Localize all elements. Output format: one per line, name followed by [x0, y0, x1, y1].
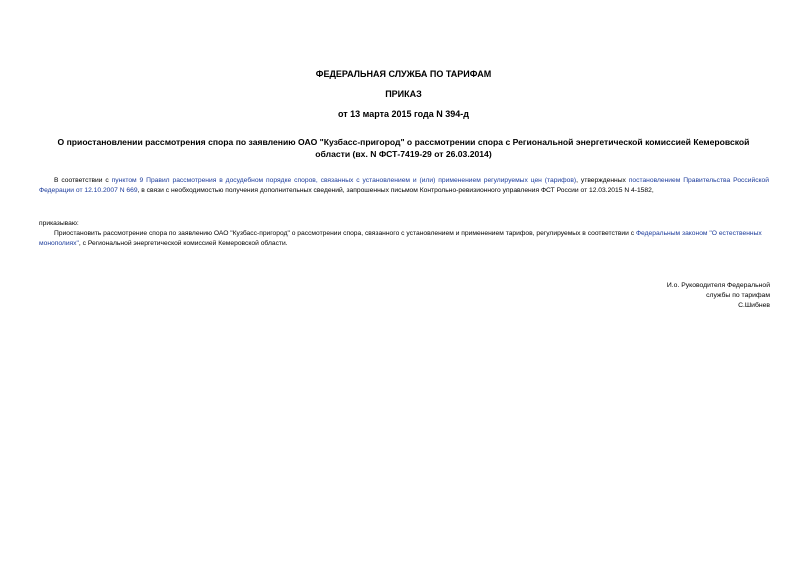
- preamble-paragraph: [39, 176, 769, 196]
- preamble-text-1: В соответствии с: [54, 177, 112, 184]
- document-type: ПРИКАЗ: [385, 89, 422, 99]
- federal-law-link[interactable]: Федеральным законом "О естественных монополиях": [39, 230, 762, 247]
- signature-position-line1: И.о. Руководителя Федеральной: [666, 282, 770, 289]
- preamble-text-3: , в связи с необходимостью получения дополнительных сведений, запрошенных письмом Контрольно-ревизионного управления ФСТ России от 12.03.2015 N 4-1582,: [137, 187, 654, 194]
- preamble-text-2: , утвержденных: [576, 177, 629, 184]
- rules-clause-link[interactable]: пунктом 9 Правил рассмотрения в досудебном порядке споров, связанных с установлением и (или) применением регулируемых цен (тарифов): [111, 177, 577, 184]
- order-word: приказываю:: [39, 220, 79, 227]
- signature-position-line2: службы по тарифам: [706, 292, 770, 299]
- order-text-2: , с Региональной энергетической комиссией Кемеровской области.: [78, 240, 288, 247]
- order-text-1: Приостановить рассмотрение спора по заявлению ОАО "Кузбасс-пригород" о рассмотрении спора, связанного с установлением и применением тарифов, регулируемых в соответствии с: [54, 230, 636, 237]
- document-title: О приостановлении рассмотрения спора по заявлению ОАО "Кузбасс-пригород" о рассмотрении спора с Региональной энергетической комиссией Кемеровской области (вх. N ФСТ-7419-29 от 26.03.2014): [57, 137, 750, 159]
- government-resolution-link[interactable]: постановлением Правительства Российской Федерации от 12.10.2007 N 669: [39, 177, 769, 194]
- agency-name: ФЕДЕРАЛЬНАЯ СЛУЖБА ПО ТАРИФАМ: [315, 69, 492, 79]
- document-date-number: от 13 марта 2015 года N 394-д: [337, 109, 469, 119]
- signature-block: [667, 281, 770, 311]
- order-paragraph: [39, 229, 769, 249]
- signatory-name: С.Шибнев: [738, 302, 770, 309]
